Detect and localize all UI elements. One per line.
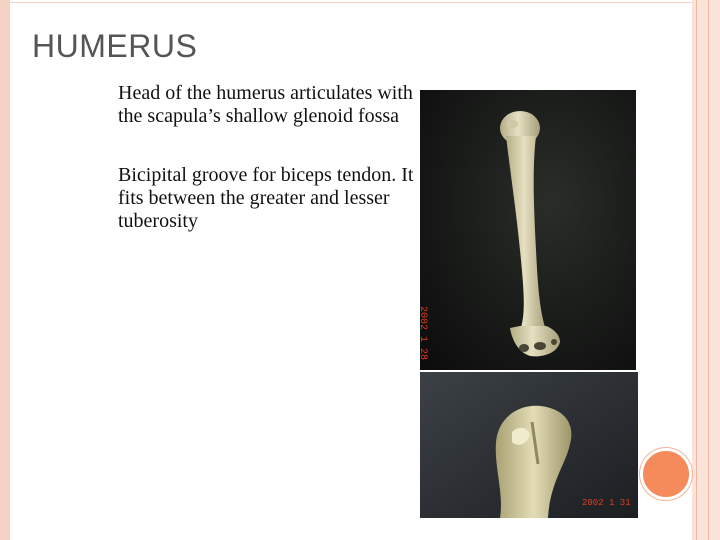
slide-title: HUMERUS (32, 28, 198, 64)
right-frame-line (696, 0, 697, 540)
date-stamp-top: 2002 1 28 (417, 306, 428, 361)
humerus-head-closeup-photo (420, 372, 638, 518)
date-stamp-bottom: 2002 1 31 (582, 498, 631, 508)
top-frame-line (10, 2, 692, 3)
bullet-item-head: Head of the humerus articulates with the scapula’s shallow glenoid fossa (118, 82, 413, 127)
decorative-circle (640, 448, 692, 500)
bullet-item-groove: Bicipital groove for biceps tendon. It fits between the greater and lesser tuberosity (118, 164, 414, 232)
right-frame-line-inner (708, 0, 709, 540)
left-frame-border (0, 0, 10, 540)
bullet-list (118, 82, 418, 269)
humerus-full-photo (417, 90, 636, 370)
